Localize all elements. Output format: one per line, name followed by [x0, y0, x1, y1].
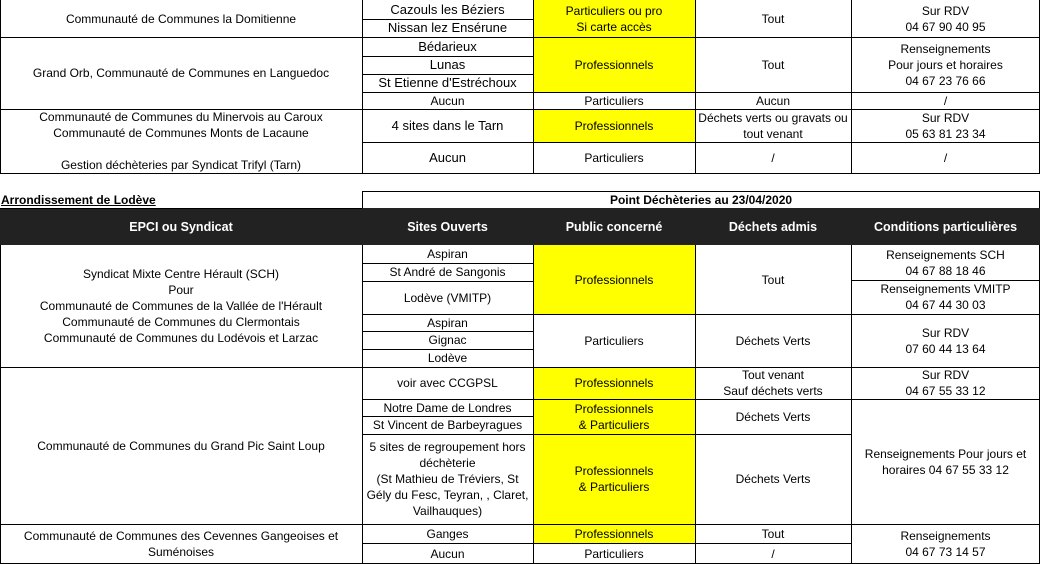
conditions-cell: Sur RDV 04 67 55 33 12: [905, 368, 986, 398]
site-cell: St André de Sangonis: [389, 265, 506, 279]
grid-line: [362, 56, 533, 57]
site-cell: St Etienne d'Estréchoux: [378, 75, 517, 90]
grid-line: [362, 92, 1040, 93]
site-cell: Aspiran: [427, 247, 468, 261]
site-cell: Gignac: [428, 333, 467, 347]
site-cell: 4 sites dans le Tarn: [391, 117, 504, 133]
dechets-cell: Déchets Verts: [735, 472, 811, 486]
grid-line: [362, 399, 1040, 400]
section-title: Arrondissement de Lodève: [1, 192, 156, 207]
grid-line: [362, 19, 533, 20]
site-cell: Aspiran: [427, 315, 468, 330]
site-cell: Ganges: [426, 526, 469, 541]
public-cell: Professionnels & Particuliers: [533, 399, 695, 434]
public-cell: Professionnels: [533, 245, 695, 314]
epci-gpsl: Communauté de Communes du Grand Pic Saint Loup: [37, 438, 325, 453]
site-cell: voir avec CCGPSL: [397, 376, 498, 390]
grid-line: [362, 349, 533, 350]
grid-line: [362, 314, 1040, 315]
public-cell: Particuliers: [584, 93, 644, 108]
epci-minervois-lacaune: Communauté de Communes du Minervois au Caroux Communauté de Communes Monts de Lacaune Gestion déchèteries par Syndicat Trifyl (Tarn): [39, 110, 323, 172]
epci-sch: Syndicat Mixte Centre Hérault (SCH) Pour Communauté de Communes de la Vallée de l'Hérault Communauté de Communes du Clermontais Communauté de Communes du Lodévois et Larzac: [39, 267, 323, 345]
grid-line: [362, 416, 533, 417]
dechets-cell: Déchets Verts: [735, 409, 811, 424]
dechets-cell: /: [771, 546, 775, 561]
grid-line: [851, 0, 852, 173]
dechets-cell: Déchets Verts: [735, 333, 811, 348]
grid-line: [851, 280, 1040, 281]
conditions-cell: Sur RDV 07 60 44 13 64: [905, 325, 986, 356]
grid-line: [695, 245, 696, 564]
epci-grand-orb: Grand Orb, Communauté de Communes en Languedoc: [32, 66, 330, 80]
grid-line: [533, 245, 534, 564]
site-cell: Aucun: [430, 93, 465, 108]
grid-line: [362, 74, 533, 75]
grid-line: [0, 367, 1040, 368]
site-cell: Aucun: [430, 546, 465, 561]
conditions-cell: Renseignements 04 67 73 14 57: [900, 529, 991, 559]
site-cell: Notre Dame de Londres: [383, 400, 512, 415]
public-cell: Particuliers: [584, 333, 644, 348]
public-cell: Professionnels: [533, 37, 695, 92]
grid-line: [362, 434, 851, 435]
grid-line: [362, 543, 851, 544]
grid-line: [362, 0, 363, 173]
grid-line: [0, 37, 1040, 38]
conditions-cell: Renseignements SCH 04 67 88 18 46: [886, 247, 1005, 278]
site-cell: Lunas: [429, 57, 466, 72]
public-cell: Professionnels: [533, 524, 695, 543]
conditions-cell: /: [943, 150, 948, 165]
public-cell: Professionnels & Particuliers: [533, 434, 695, 524]
header-conditions: Conditions particulières: [851, 208, 1040, 245]
grid-line: [362, 245, 363, 564]
grid-line: [362, 281, 533, 282]
dechets-cell: Tout: [761, 272, 785, 287]
conditions-cell: Renseignements Pour jours et horaires 04 67 55 33 12: [864, 446, 1027, 477]
header-dechets: Déchets admis: [695, 208, 851, 245]
conditions-cell: /: [943, 93, 948, 108]
public-cell: Particuliers: [584, 546, 644, 561]
grid-line: [0, 245, 1, 564]
header-sites: Sites Ouverts: [362, 208, 533, 245]
grid-line: [362, 191, 363, 208]
site-cell: 5 sites de regroupement hors déchèterie (St Mathieu de Tréviers, St Gély du Fesc, Teyran, , Claret, Vailhauques): [366, 440, 529, 518]
epci-domitienne: Communauté de Communes la Domitienne: [65, 11, 297, 26]
grid-line: [533, 0, 534, 173]
grid-line: [362, 191, 1040, 192]
site-cell: Lodève: [427, 351, 468, 365]
site-cell: Aucun: [429, 149, 466, 165]
conditions-cell: Sur RDV 04 67 90 40 95: [905, 3, 986, 34]
site-cell: Lodève (VMITP): [403, 290, 492, 305]
public-cell: Professionnels: [533, 109, 695, 142]
dechets-cell: Tout venant Sauf déchets verts: [723, 368, 823, 398]
grid-line: [362, 142, 1040, 143]
public-cell: Particuliers: [584, 150, 644, 165]
dechets-cell: Tout: [761, 526, 785, 541]
header-public: Public concerné: [533, 208, 695, 245]
conditions-cell: Renseignements Pour jours et horaires 04 67 23 76 66: [888, 41, 1003, 88]
grid-line: [0, 109, 1040, 110]
dechets-cell: Tout: [761, 57, 785, 72]
grid-line: [362, 331, 533, 332]
site-cell: Nissan lez Ensérune: [387, 20, 508, 35]
dechets-cell: /: [771, 150, 775, 165]
public-cell: Professionnels: [533, 367, 695, 399]
grid-line: [0, 173, 1040, 174]
site-cell: Cazouls les Béziers: [390, 1, 505, 17]
grid-line: [0, 0, 1, 173]
dechets-cell: Déchets verts ou gravats ou tout venant: [698, 110, 848, 141]
public-cell: Particuliers ou pro Si carte accès: [533, 0, 695, 37]
grid-line: [362, 263, 533, 264]
point-date-title: Point Déchèteries au 23/04/2020: [609, 192, 793, 207]
conditions-cell: Renseignements VMITP 04 67 44 30 03: [880, 282, 1011, 312]
conditions-cell: Sur RDV 05 63 81 23 34: [905, 110, 986, 141]
epci-ganges: Communauté de Communes des Cevennes Gangeoises et Suménoises: [23, 529, 339, 559]
grid-line: [851, 245, 852, 564]
grid-line: [695, 0, 696, 173]
site-cell: St Vincent de Barbeyragues: [372, 418, 523, 432]
site-cell: Bédarieux: [418, 38, 477, 54]
grid-line: [0, 524, 1040, 525]
grid-line: [0, 208, 362, 209]
dechets-cell: Aucun: [755, 93, 791, 108]
dechets-cell: Tout: [761, 11, 785, 26]
header-epci: EPCI ou Syndicat: [0, 208, 362, 245]
